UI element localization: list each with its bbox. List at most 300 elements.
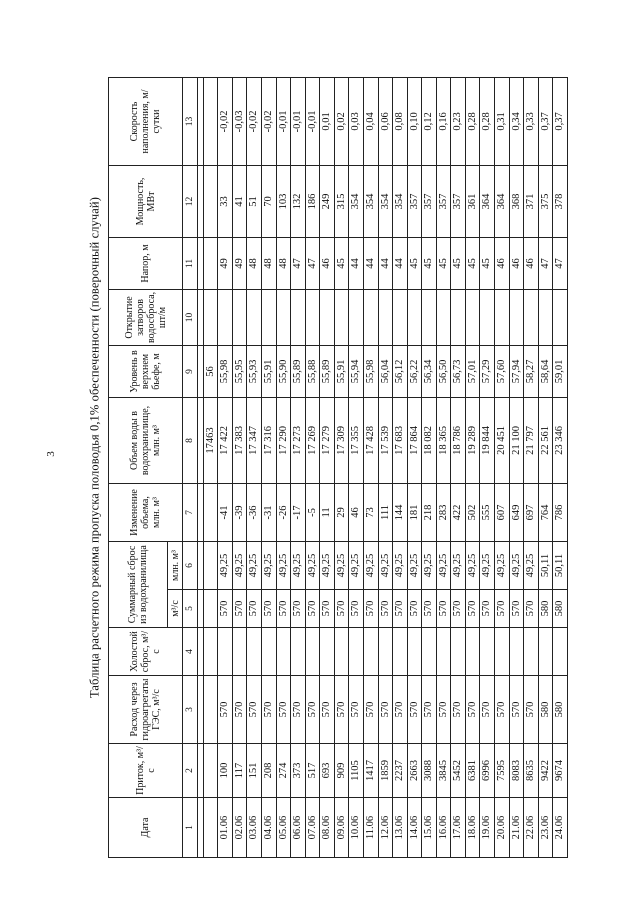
table-cell: -0,02 bbox=[247, 77, 262, 165]
table-cell: 58,64 bbox=[538, 345, 553, 397]
table-cell: -0,01 bbox=[305, 77, 320, 165]
table-cell: 50,11 bbox=[553, 541, 568, 589]
table-cell: 23.06 bbox=[538, 798, 553, 858]
page-number: 3 bbox=[45, 451, 57, 457]
table-cell: 570 bbox=[393, 590, 408, 628]
table-row bbox=[262, 77, 277, 857]
table-cell: 19.06 bbox=[480, 798, 495, 858]
table-cell: 17463 bbox=[203, 397, 218, 483]
table-cell: 49,25 bbox=[276, 541, 291, 589]
table-cell: 44 bbox=[349, 237, 364, 289]
table-cell: 0,03 bbox=[349, 77, 364, 165]
table-cell: 10 bbox=[183, 289, 198, 345]
table-cell: 45 bbox=[436, 237, 451, 289]
table-cell: 46 bbox=[320, 237, 335, 289]
table-cell: 49,25 bbox=[218, 541, 233, 589]
table-cell: 70 bbox=[262, 165, 277, 237]
table-cell: 378 bbox=[553, 165, 568, 237]
table-cell: 570 bbox=[276, 590, 291, 628]
table-cell bbox=[203, 744, 218, 798]
table-cell: 49,25 bbox=[393, 541, 408, 589]
table-cell: 649 bbox=[509, 483, 524, 541]
table-cell bbox=[232, 628, 247, 676]
table-cell bbox=[276, 628, 291, 676]
table-row bbox=[378, 77, 393, 857]
table-cell: 764 bbox=[538, 483, 553, 541]
table-cell: 570 bbox=[232, 590, 247, 628]
table-cell: 570 bbox=[291, 676, 306, 744]
table-cell bbox=[203, 289, 218, 345]
table-cell bbox=[393, 628, 408, 676]
table-cell: 103 bbox=[276, 165, 291, 237]
table-cell: 13 bbox=[183, 77, 198, 165]
table-cell: 49,25 bbox=[407, 541, 422, 589]
table-cell: 55,95 bbox=[232, 345, 247, 397]
header-date: Дата bbox=[109, 798, 183, 858]
table-cell bbox=[436, 289, 451, 345]
table-row bbox=[218, 77, 233, 857]
column-number-row bbox=[183, 77, 198, 857]
table-cell: 354 bbox=[363, 165, 378, 237]
table-cell: -31 bbox=[262, 483, 277, 541]
table-cell bbox=[451, 289, 466, 345]
table-cell: 18.06 bbox=[465, 798, 480, 858]
table-cell: 49,25 bbox=[524, 541, 539, 589]
table-cell bbox=[495, 289, 510, 345]
table-cell: -0,02 bbox=[218, 77, 233, 165]
table-row bbox=[363, 77, 378, 857]
table-cell: 22.06 bbox=[524, 798, 539, 858]
table-cell: 117 bbox=[232, 744, 247, 798]
initial-state-row bbox=[203, 77, 218, 857]
table-cell: 570 bbox=[320, 590, 335, 628]
table-cell bbox=[436, 628, 451, 676]
table-cell: -0,03 bbox=[232, 77, 247, 165]
table-cell: 49,25 bbox=[378, 541, 393, 589]
table-cell bbox=[465, 628, 480, 676]
table-cell: 11.06 bbox=[363, 798, 378, 858]
table-cell: 555 bbox=[480, 483, 495, 541]
table-cell: 570 bbox=[232, 676, 247, 744]
table-cell: 12 bbox=[183, 165, 198, 237]
table-cell: 354 bbox=[349, 165, 364, 237]
table-cell: 570 bbox=[349, 676, 364, 744]
table-row bbox=[538, 77, 553, 857]
table-cell: 45 bbox=[465, 237, 480, 289]
table-cell: 2663 bbox=[407, 744, 422, 798]
header-total-discharge-mln: млн. м³ bbox=[168, 541, 183, 589]
table-cell: 5 bbox=[183, 590, 198, 628]
table-cell: 1 bbox=[183, 798, 198, 858]
table-cell: 100 bbox=[218, 744, 233, 798]
table-cell: -17 bbox=[291, 483, 306, 541]
table-cell: 570 bbox=[218, 590, 233, 628]
table-cell: 57,60 bbox=[495, 345, 510, 397]
table-cell bbox=[480, 289, 495, 345]
table-cell: 44 bbox=[393, 237, 408, 289]
table-cell: 45 bbox=[480, 237, 495, 289]
table-row bbox=[305, 77, 320, 857]
table-cell: 6996 bbox=[480, 744, 495, 798]
table-row bbox=[436, 77, 451, 857]
table-cell: 786 bbox=[553, 483, 568, 541]
table-cell: 5452 bbox=[451, 744, 466, 798]
table-cell: 208 bbox=[262, 744, 277, 798]
table-cell: 56,50 bbox=[436, 345, 451, 397]
table-cell: 11 bbox=[183, 237, 198, 289]
table-cell: 9422 bbox=[538, 744, 553, 798]
table-cell: 371 bbox=[524, 165, 539, 237]
table-cell: -41 bbox=[218, 483, 233, 541]
table-row bbox=[291, 77, 306, 857]
table-cell: 570 bbox=[305, 590, 320, 628]
table-cell: 45 bbox=[334, 237, 349, 289]
table-cell: 218 bbox=[422, 483, 437, 541]
table-row bbox=[509, 77, 524, 857]
table-cell: 0,34 bbox=[509, 77, 524, 165]
table-cell: 1105 bbox=[349, 744, 364, 798]
table-cell bbox=[422, 628, 437, 676]
table-cell: 56,04 bbox=[378, 345, 393, 397]
table-cell bbox=[465, 289, 480, 345]
table-cell bbox=[203, 237, 218, 289]
table-cell: 181 bbox=[407, 483, 422, 541]
header-reservoir-volume: Объем воды в водохранилище, млн. м³ bbox=[109, 397, 183, 483]
table-row bbox=[349, 77, 364, 857]
table-cell: 570 bbox=[436, 590, 451, 628]
header-hpp-flow: Расход через гидроагрегаты ГЭС, м³/с bbox=[109, 676, 183, 744]
table-cell: 570 bbox=[451, 676, 466, 744]
table-cell: 49,25 bbox=[349, 541, 364, 589]
table-cell bbox=[451, 628, 466, 676]
table-cell bbox=[495, 628, 510, 676]
table-cell: 3088 bbox=[422, 744, 437, 798]
table-cell: 580 bbox=[538, 590, 553, 628]
table-cell: 0,33 bbox=[524, 77, 539, 165]
table-cell: 570 bbox=[291, 590, 306, 628]
table-cell bbox=[349, 289, 364, 345]
table-cell: 570 bbox=[218, 676, 233, 744]
table-cell: 580 bbox=[553, 590, 568, 628]
table-cell: 56,22 bbox=[407, 345, 422, 397]
table-cell bbox=[203, 590, 218, 628]
table-cell: 8635 bbox=[524, 744, 539, 798]
table-cell: 57,29 bbox=[480, 345, 495, 397]
table-cell: 0,12 bbox=[422, 77, 437, 165]
table-cell: 354 bbox=[378, 165, 393, 237]
table-cell: 570 bbox=[305, 676, 320, 744]
table-cell: 56,73 bbox=[451, 345, 466, 397]
table-cell: 55,93 bbox=[247, 345, 262, 397]
table-body bbox=[183, 77, 568, 857]
table-cell: 607 bbox=[495, 483, 510, 541]
table-cell bbox=[276, 289, 291, 345]
table-cell: 49,25 bbox=[305, 541, 320, 589]
table-cell: -39 bbox=[232, 483, 247, 541]
table-cell bbox=[247, 289, 262, 345]
table-cell: 55,94 bbox=[349, 345, 364, 397]
table-cell bbox=[262, 628, 277, 676]
table-cell: 45 bbox=[407, 237, 422, 289]
table-cell: 570 bbox=[495, 590, 510, 628]
table-cell: 49,25 bbox=[363, 541, 378, 589]
table-cell bbox=[363, 289, 378, 345]
table-cell: 19 289 bbox=[465, 397, 480, 483]
table-cell: 45 bbox=[422, 237, 437, 289]
table-cell bbox=[538, 628, 553, 676]
table-cell: 51 bbox=[247, 165, 262, 237]
table-cell: 46 bbox=[349, 483, 364, 541]
table-cell: 07.06 bbox=[305, 798, 320, 858]
header-inflow: Приток, м³/с bbox=[109, 744, 183, 798]
table-cell bbox=[203, 77, 218, 165]
table-cell: 48 bbox=[276, 237, 291, 289]
table-cell: 570 bbox=[378, 590, 393, 628]
table-cell: 05.06 bbox=[276, 798, 291, 858]
table-cell: 0,02 bbox=[334, 77, 349, 165]
table-cell: 17 422 bbox=[218, 397, 233, 483]
table-cell: 49,25 bbox=[320, 541, 335, 589]
table-cell: 249 bbox=[320, 165, 335, 237]
table-cell bbox=[305, 628, 320, 676]
table-cell: 16.06 bbox=[436, 798, 451, 858]
table-cell: 47 bbox=[538, 237, 553, 289]
table-cell: 03.06 bbox=[247, 798, 262, 858]
table-cell: 364 bbox=[480, 165, 495, 237]
table-row bbox=[334, 77, 349, 857]
table-cell: 570 bbox=[524, 676, 539, 744]
table-cell: 0,10 bbox=[407, 77, 422, 165]
rotated-table-container bbox=[108, 78, 568, 858]
table-cell: 1417 bbox=[363, 744, 378, 798]
table-cell: 7595 bbox=[495, 744, 510, 798]
table-row bbox=[553, 77, 568, 857]
table-cell: 132 bbox=[291, 165, 306, 237]
table-cell: 186 bbox=[305, 165, 320, 237]
header-total-discharge: Суммарный сброс из водохранилища bbox=[109, 541, 168, 627]
table-cell: 49,25 bbox=[334, 541, 349, 589]
table-cell: 570 bbox=[422, 590, 437, 628]
table-cell: 0,37 bbox=[553, 77, 568, 165]
table-cell bbox=[553, 289, 568, 345]
table-cell: 283 bbox=[436, 483, 451, 541]
table-cell: 357 bbox=[407, 165, 422, 237]
table-cell: 49,25 bbox=[291, 541, 306, 589]
table-cell: 19 844 bbox=[480, 397, 495, 483]
table-cell bbox=[480, 628, 495, 676]
table-cell bbox=[203, 483, 218, 541]
table-cell: 44 bbox=[363, 237, 378, 289]
table-cell: 570 bbox=[334, 676, 349, 744]
table-cell: 17 428 bbox=[363, 397, 378, 483]
table-cell bbox=[218, 289, 233, 345]
table-cell: 55,88 bbox=[305, 345, 320, 397]
table-cell: 9 bbox=[183, 345, 198, 397]
table-cell bbox=[203, 628, 218, 676]
table-cell: 1859 bbox=[378, 744, 393, 798]
table-cell: 49,25 bbox=[451, 541, 466, 589]
table-cell: 41 bbox=[232, 165, 247, 237]
table-cell bbox=[320, 628, 335, 676]
table-cell: 21.06 bbox=[509, 798, 524, 858]
table-cell bbox=[509, 628, 524, 676]
table-cell: 3 bbox=[183, 676, 198, 744]
table-row bbox=[524, 77, 539, 857]
table-cell: 570 bbox=[363, 676, 378, 744]
table-cell bbox=[203, 798, 218, 858]
table-cell: 0,16 bbox=[436, 77, 451, 165]
table-cell: 09.06 bbox=[334, 798, 349, 858]
table-cell: 570 bbox=[509, 590, 524, 628]
table-cell bbox=[334, 289, 349, 345]
table-cell: 49,25 bbox=[480, 541, 495, 589]
table-cell: 8 bbox=[183, 397, 198, 483]
table-cell: 144 bbox=[393, 483, 408, 541]
table-cell: 151 bbox=[247, 744, 262, 798]
table-cell: 570 bbox=[262, 676, 277, 744]
table-cell bbox=[509, 289, 524, 345]
table-cell: 23 346 bbox=[553, 397, 568, 483]
table-cell: 0,04 bbox=[363, 77, 378, 165]
table-cell: 29 bbox=[334, 483, 349, 541]
table-cell: 570 bbox=[495, 676, 510, 744]
table-cell: 361 bbox=[465, 165, 480, 237]
table-cell: 17.06 bbox=[451, 798, 466, 858]
table-cell: 17 309 bbox=[334, 397, 349, 483]
table-cell: 274 bbox=[276, 744, 291, 798]
table-cell: 55,91 bbox=[334, 345, 349, 397]
table-cell: 57,01 bbox=[465, 345, 480, 397]
table-cell: 570 bbox=[524, 590, 539, 628]
table-cell: 57,94 bbox=[509, 345, 524, 397]
table-cell bbox=[407, 289, 422, 345]
table-cell bbox=[203, 541, 218, 589]
table-cell: 46 bbox=[524, 237, 539, 289]
table-cell: 0,01 bbox=[320, 77, 335, 165]
table-cell: 15.06 bbox=[422, 798, 437, 858]
table-cell: 570 bbox=[480, 590, 495, 628]
table-cell: 49,25 bbox=[262, 541, 277, 589]
table-cell bbox=[320, 289, 335, 345]
table-cell: 17 316 bbox=[262, 397, 277, 483]
table-cell: 0,23 bbox=[451, 77, 466, 165]
table-cell bbox=[422, 289, 437, 345]
table-cell: -0,01 bbox=[276, 77, 291, 165]
table-cell: 11 bbox=[320, 483, 335, 541]
table-row bbox=[495, 77, 510, 857]
table-cell bbox=[407, 628, 422, 676]
table-cell: 49,25 bbox=[422, 541, 437, 589]
table-cell bbox=[291, 628, 306, 676]
table-cell: 56,34 bbox=[422, 345, 437, 397]
table-cell: 49 bbox=[218, 237, 233, 289]
table-cell: 570 bbox=[334, 590, 349, 628]
header-idle-discharge: Холостой сброс, м³/с bbox=[109, 628, 183, 676]
table-cell: 580 bbox=[538, 676, 553, 744]
table-cell: 570 bbox=[320, 676, 335, 744]
table-cell: 570 bbox=[393, 676, 408, 744]
table-cell: 6381 bbox=[465, 744, 480, 798]
table-cell: 55,89 bbox=[320, 345, 335, 397]
table-cell: 570 bbox=[262, 590, 277, 628]
table-cell: 368 bbox=[509, 165, 524, 237]
table-cell bbox=[538, 289, 553, 345]
table-cell: 580 bbox=[553, 676, 568, 744]
table-cell bbox=[334, 628, 349, 676]
table-cell: 04.06 bbox=[262, 798, 277, 858]
table-cell: 46 bbox=[495, 237, 510, 289]
table-cell: 22 561 bbox=[538, 397, 553, 483]
table-cell: 13.06 bbox=[393, 798, 408, 858]
table-cell: 354 bbox=[393, 165, 408, 237]
table-cell: 17 269 bbox=[305, 397, 320, 483]
header-filling-rate: Скорость наполнения, м/сутки bbox=[109, 77, 183, 165]
table-row bbox=[247, 77, 262, 857]
table-cell: 315 bbox=[334, 165, 349, 237]
table-cell: 570 bbox=[378, 676, 393, 744]
table-cell: 2 bbox=[183, 744, 198, 798]
table-row bbox=[320, 77, 335, 857]
table-cell: 357 bbox=[422, 165, 437, 237]
table-cell: 17 539 bbox=[378, 397, 393, 483]
table-cell bbox=[553, 628, 568, 676]
table-cell: 56,12 bbox=[393, 345, 408, 397]
header-power: Мощность, МВт bbox=[109, 165, 183, 237]
table-cell: 73 bbox=[363, 483, 378, 541]
table-row bbox=[407, 77, 422, 857]
table-cell: 08.06 bbox=[320, 798, 335, 858]
table-cell: 21 797 bbox=[524, 397, 539, 483]
table-cell: 17 273 bbox=[291, 397, 306, 483]
table-cell: 570 bbox=[451, 590, 466, 628]
table-cell bbox=[203, 165, 218, 237]
table-cell bbox=[524, 628, 539, 676]
table-cell: 373 bbox=[291, 744, 306, 798]
table-cell: 697 bbox=[524, 483, 539, 541]
table-cell: 46 bbox=[509, 237, 524, 289]
table-cell: 570 bbox=[465, 590, 480, 628]
table-cell: 49 bbox=[232, 237, 247, 289]
table-cell: 59,01 bbox=[553, 345, 568, 397]
table-cell: 14.06 bbox=[407, 798, 422, 858]
table-cell: 49,25 bbox=[495, 541, 510, 589]
table-cell bbox=[349, 628, 364, 676]
table-cell: 909 bbox=[334, 744, 349, 798]
table-cell: 17 279 bbox=[320, 397, 335, 483]
table-cell: -36 bbox=[247, 483, 262, 541]
table-cell: -5 bbox=[305, 483, 320, 541]
table-cell: 570 bbox=[436, 676, 451, 744]
table-cell bbox=[378, 289, 393, 345]
table-cell: 570 bbox=[247, 590, 262, 628]
table-cell: 0,37 bbox=[538, 77, 553, 165]
table-cell: 55,98 bbox=[218, 345, 233, 397]
table-cell: 49,25 bbox=[232, 541, 247, 589]
table-cell: 9674 bbox=[553, 744, 568, 798]
header-row bbox=[109, 77, 168, 857]
table-cell: 47 bbox=[553, 237, 568, 289]
table-cell bbox=[218, 628, 233, 676]
table-cell: 570 bbox=[422, 676, 437, 744]
table-caption: Таблица расчетного режима пропуска половодья 0,1% обеспеченности (поверочный случай) bbox=[87, 197, 102, 699]
table-cell: 55,98 bbox=[363, 345, 378, 397]
table-cell: 17 290 bbox=[276, 397, 291, 483]
table-cell: 3845 bbox=[436, 744, 451, 798]
table-cell: 49,25 bbox=[465, 541, 480, 589]
table-cell bbox=[305, 289, 320, 345]
table-cell: 364 bbox=[495, 165, 510, 237]
table-cell: -26 bbox=[276, 483, 291, 541]
